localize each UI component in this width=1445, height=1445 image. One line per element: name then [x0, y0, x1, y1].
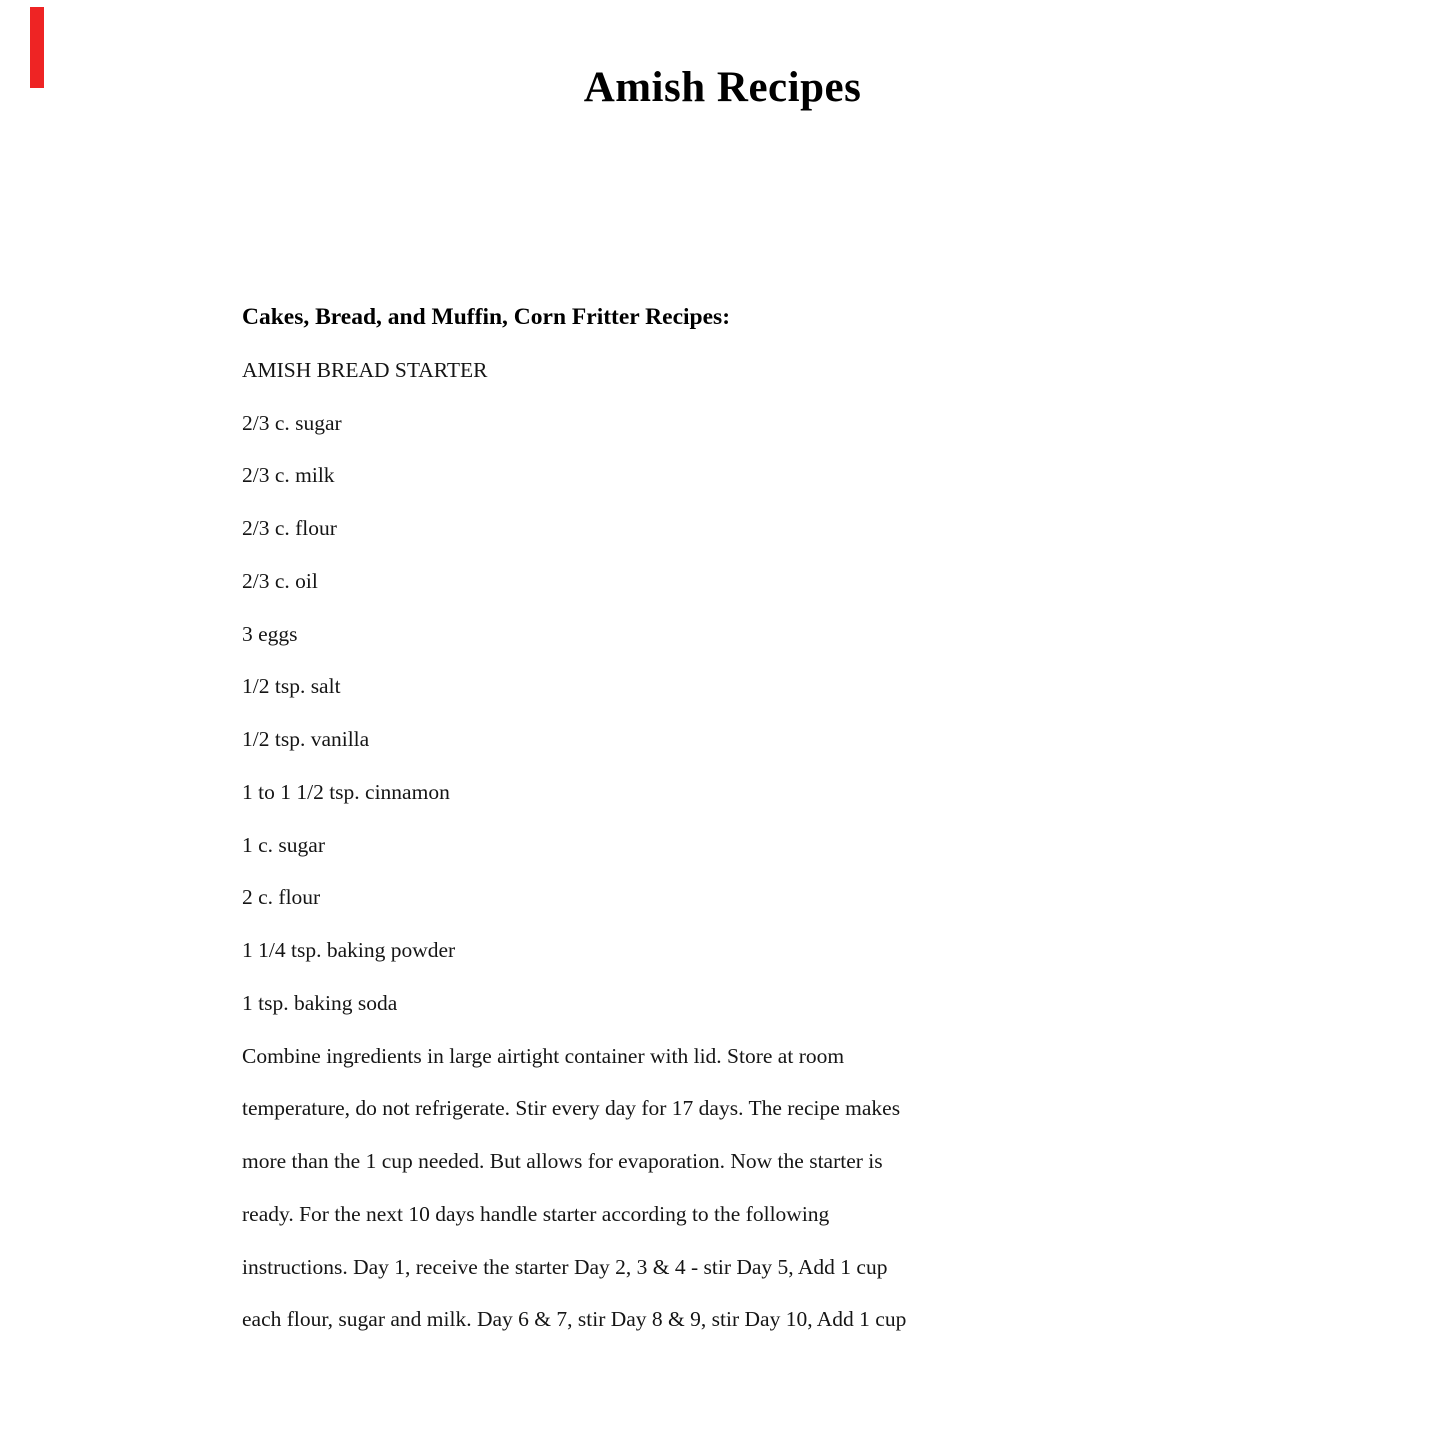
instructions-line: instructions. Day 1, receive the starter Day 2, 3 & 4 - stir Day 5, Add 1 cup: [242, 1254, 888, 1279]
instructions-line: more than the 1 cup needed. But allows for evaporation. Now the starter is: [242, 1149, 883, 1173]
ingredient-line: 1 tsp. baking soda: [242, 990, 398, 1015]
page-title: Amish Recipes: [583, 64, 862, 111]
ingredient-line: 1 1/4 tsp. baking powder: [242, 938, 456, 962]
instructions-line: temperature, do not refrigerate. Stir every day for 17 days. The recipe makes: [242, 1096, 901, 1121]
ingredient-line: 2/3 c. oil: [242, 568, 318, 593]
recipe-content: [242, 291, 1002, 1346]
ingredient-line: 1/2 tsp. salt: [242, 674, 341, 699]
recipe-name: AMISH BREAD STARTER: [242, 357, 488, 382]
ingredient-line: 2 c. flour: [242, 885, 321, 910]
instructions-line: ready. For the next 10 days handle starter according to the following: [242, 1201, 830, 1226]
ingredient-line: 1/2 tsp. vanilla: [242, 727, 370, 751]
ingredient-line: 1 c. sugar: [242, 832, 325, 857]
ingredient-line: 2/3 c. milk: [242, 463, 335, 488]
ingredient-line: 3 eggs: [242, 621, 298, 646]
instructions-line: Combine ingredients in large airtight container with lid. Store at room: [242, 1043, 845, 1068]
section-heading: Cakes, Bread, and Muffin, Corn Fritter Recipes:: [242, 304, 731, 330]
ingredient-line: 1 to 1 1/2 tsp. cinnamon: [242, 779, 450, 804]
ingredient-line: 2/3 c. flour: [242, 516, 337, 540]
instructions-line: each flour, sugar and milk. Day 6 & 7, stir Day 8 & 9, stir Day 10, Add 1 cup: [242, 1307, 907, 1332]
ingredient-line: 2/3 c. sugar: [242, 410, 342, 435]
